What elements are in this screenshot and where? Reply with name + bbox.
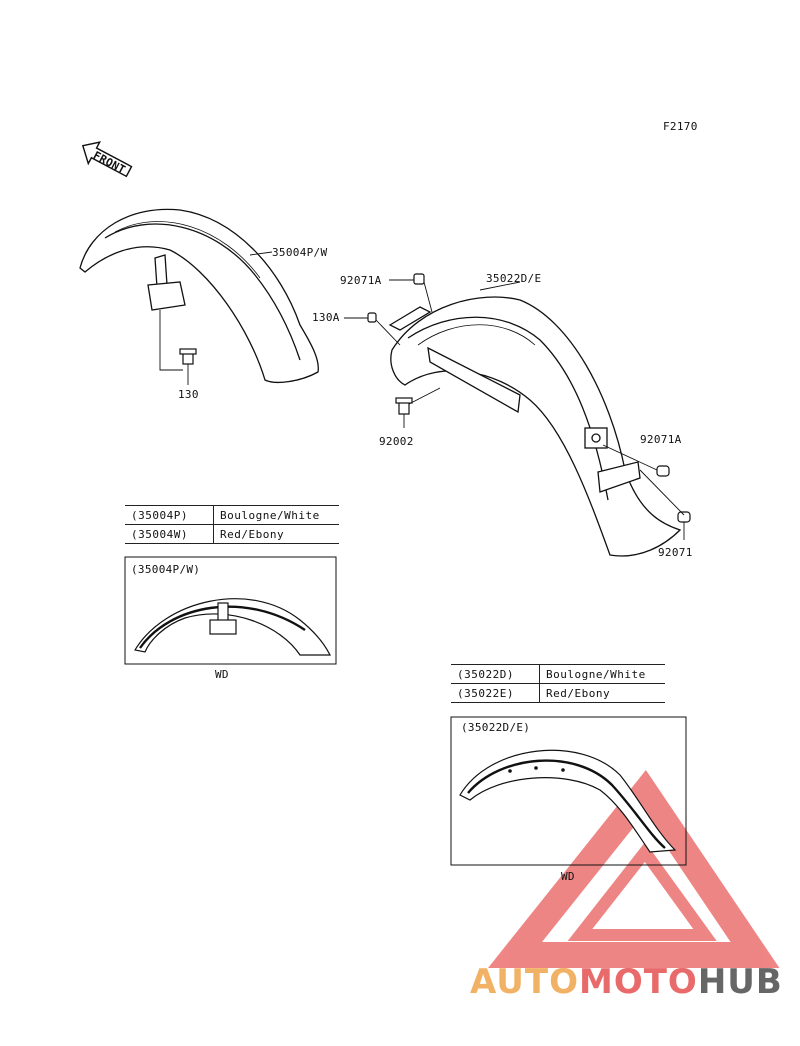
- table-row: [125, 525, 339, 544]
- table-row: [451, 665, 665, 684]
- callout-92071A-top: 92071A: [340, 274, 382, 287]
- watermark-part-hub: HUB: [697, 962, 783, 1002]
- table-row: [451, 684, 665, 703]
- watermark-part-auto: AUTO: [470, 962, 579, 1002]
- front-direction-arrow: [77, 136, 135, 182]
- table-row: [125, 506, 339, 525]
- watermark-wordmark: [470, 962, 783, 1002]
- color-code: (35022D): [451, 665, 540, 684]
- rear-detail-caption: WD: [561, 870, 575, 883]
- color-name: Boulogne/White: [540, 665, 666, 684]
- front-detail-fender: [135, 599, 330, 655]
- callout-92071A-side: 92071A: [640, 433, 682, 446]
- callout-130A: 130A: [312, 311, 340, 324]
- front-fender-drawing: [80, 209, 318, 382]
- front-fender-color-table: [125, 505, 339, 544]
- watermark-part-moto: MOTO: [578, 962, 698, 1002]
- rear-fender-drawing: [390, 297, 680, 556]
- color-name: Red/Ebony: [214, 525, 340, 544]
- callout-130: 130: [178, 388, 199, 401]
- color-code: (35004P): [125, 506, 214, 525]
- bolt-130-icon: [180, 349, 196, 364]
- callout-92071: 92071: [658, 546, 693, 559]
- color-code: (35022E): [451, 684, 540, 703]
- figure-code: F2170: [663, 120, 698, 133]
- front-detail-caption: WD: [215, 668, 229, 681]
- color-code: (35004W): [125, 525, 214, 544]
- color-name: Boulogne/White: [214, 506, 340, 525]
- rear-detail-title: (35022D/E): [461, 721, 531, 734]
- rear-fender-color-table: [451, 664, 665, 703]
- callout-92002: 92002: [379, 435, 414, 448]
- front-arrow-label: FRONT: [90, 148, 128, 177]
- color-name: Red/Ebony: [540, 684, 666, 703]
- front-detail-title: (35004P/W): [131, 563, 201, 576]
- callout-35022DE: 35022D/E: [486, 272, 542, 285]
- callout-35004PW: 35004P/W: [272, 246, 328, 259]
